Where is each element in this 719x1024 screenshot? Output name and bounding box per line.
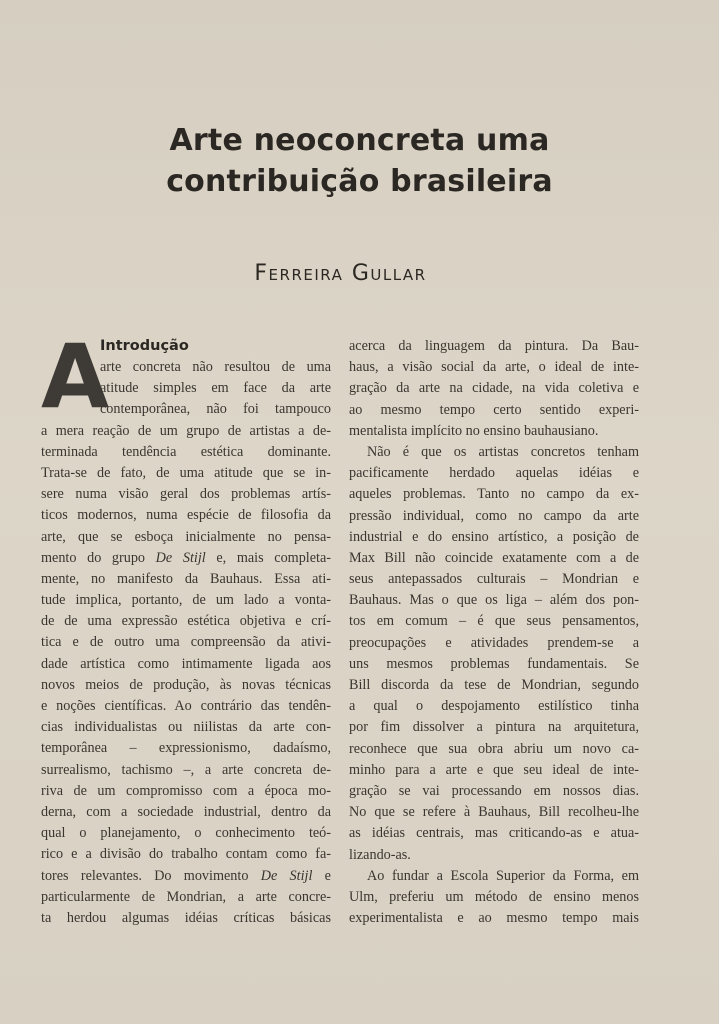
text-line: gração da arte na cidade, na vida coletiva e xyxy=(349,380,639,397)
text-line: industrial e do ensino artístico, a posição de xyxy=(349,528,639,545)
title-line-2: contribuição brasileira xyxy=(166,164,553,199)
text-line: e noções científicas. Ao contrário das tendên- xyxy=(41,698,331,714)
right-column xyxy=(349,336,639,929)
text-line: acerca da linguagem da pintura. Da Bau- xyxy=(349,338,639,354)
text-line: Trata-se de fato, de uma atitude que se in- xyxy=(41,464,331,481)
text-line: novos meios de produção, às novas técnicas xyxy=(41,676,331,693)
text-line: Bauhaus. Mas o que os liga – além dos pon- xyxy=(349,592,639,609)
text-line: sere numa visão geral dos problemas artís- xyxy=(41,486,331,503)
text-line: temporânea – expressionismo, dadaísmo, xyxy=(41,740,331,757)
text-line: aqueles problemas. Tanto no campo da ex- xyxy=(349,486,639,503)
text-line: preocupações e atividades prendem-se a xyxy=(349,634,639,651)
author-name: Ferreira Gullar xyxy=(254,261,427,286)
text-line: pressão individual, como no campo da arte xyxy=(349,507,639,524)
text-line: arte concreta não resultou de uma xyxy=(100,359,331,375)
text-line: de de uma expressão estética objetiva e crí- xyxy=(41,613,331,630)
text-line: Ulm, preferiu um método de ensino menos xyxy=(349,888,639,905)
text-line: surrealismo, tachismo –, a arte concreta de- xyxy=(41,761,331,778)
text-line: as idéias centrais, mas criticando-as e atua- xyxy=(349,825,639,842)
text-line: arte, que se esboça inicialmente no pensa- xyxy=(41,528,331,545)
text-line: particularmente de Mondrian, a arte concre- xyxy=(41,888,331,905)
text-line: atitude simples em face da arte xyxy=(100,380,331,397)
text-line: tores relevantes. Do movimento De Stijl e xyxy=(41,867,331,884)
text-line: rico e a divisão do trabalho contam como fa- xyxy=(41,846,331,863)
text-line: reconhece que sua obra abriu um novo ca- xyxy=(349,740,639,757)
text-line: pacificamente herdado aquelas idéias e xyxy=(349,465,639,482)
text-line: minho para a arte e que seu ideal de inte- xyxy=(349,761,639,778)
text-line: cias individualistas ou niilistas da arte con- xyxy=(41,719,331,736)
text-line: terminada tendência estética dominante. xyxy=(41,443,331,460)
text-line: qual o planejamento, o conhecimento teó- xyxy=(41,825,331,842)
left-column xyxy=(41,357,331,929)
text-line: contemporânea, não foi tampouco xyxy=(100,401,331,418)
text-line: tude implica, portanto, de um lado a vonta- xyxy=(41,592,331,609)
article-title xyxy=(0,120,719,202)
text-line: lizando-as. xyxy=(349,846,411,863)
text-line: experimentalista e ao mesmo tempo mais xyxy=(349,910,639,927)
text-line: Ao fundar a Escola Superior da Forma, em xyxy=(367,867,639,884)
text-line: tica e de outro uma compreensão da ativi- xyxy=(41,634,331,651)
text-line: tos em comum – é que seus pensamentos, xyxy=(349,613,639,630)
text-line: Não é que os artistas concretos tenham xyxy=(367,443,639,460)
text-line: No que se refere à Bauhaus, Bill recolheu-lhe xyxy=(349,804,639,821)
text-line: a mera reação de um grupo de artistas a de- xyxy=(41,422,331,439)
text-line: mentalista implícito no ensino bauhausiano. xyxy=(349,422,599,439)
text-line: dade artística como intimamente ligada aos xyxy=(41,655,331,672)
text-line: derna, com a sociedade industrial, dentro da xyxy=(41,803,331,820)
text-line: seus antepassados culturais – Mondrian e xyxy=(349,571,639,588)
text-line: Bill discorda da tese de Mondrian, segundo xyxy=(349,677,639,693)
section-heading: Introdução xyxy=(100,338,189,354)
text-line: por fim dissolver a pintura na arquitetura, xyxy=(349,719,639,736)
text-line: mente, no manifesto da Bauhaus. Essa ati- xyxy=(41,570,331,587)
text-line: mento do grupo De Stijl e, mais completa- xyxy=(41,549,331,566)
text-line: ao mesmo tempo certo sentido experi- xyxy=(349,401,639,418)
drop-cap: A xyxy=(41,325,110,428)
text-line: ta herdou algumas idéias críticas básicas xyxy=(41,909,331,926)
title-line-1: Arte neoconcreta uma xyxy=(169,123,550,158)
text-line: a qual o despojamento estilístico tinha xyxy=(349,698,639,715)
text-line: gração se vai processando em nossos dias. xyxy=(349,782,639,799)
text-line: uns mesmos problemas fundamentais. Se xyxy=(349,655,639,672)
text-line: Max Bill não coincide exatamente com a de xyxy=(349,549,639,566)
text-line: ticos modernos, numa espécie de filosofia da xyxy=(41,507,331,524)
text-line: haus, a visão social da arte, o ideal de inte- xyxy=(349,359,639,376)
text-line: riva de um compromisso com a época mo- xyxy=(41,782,331,799)
